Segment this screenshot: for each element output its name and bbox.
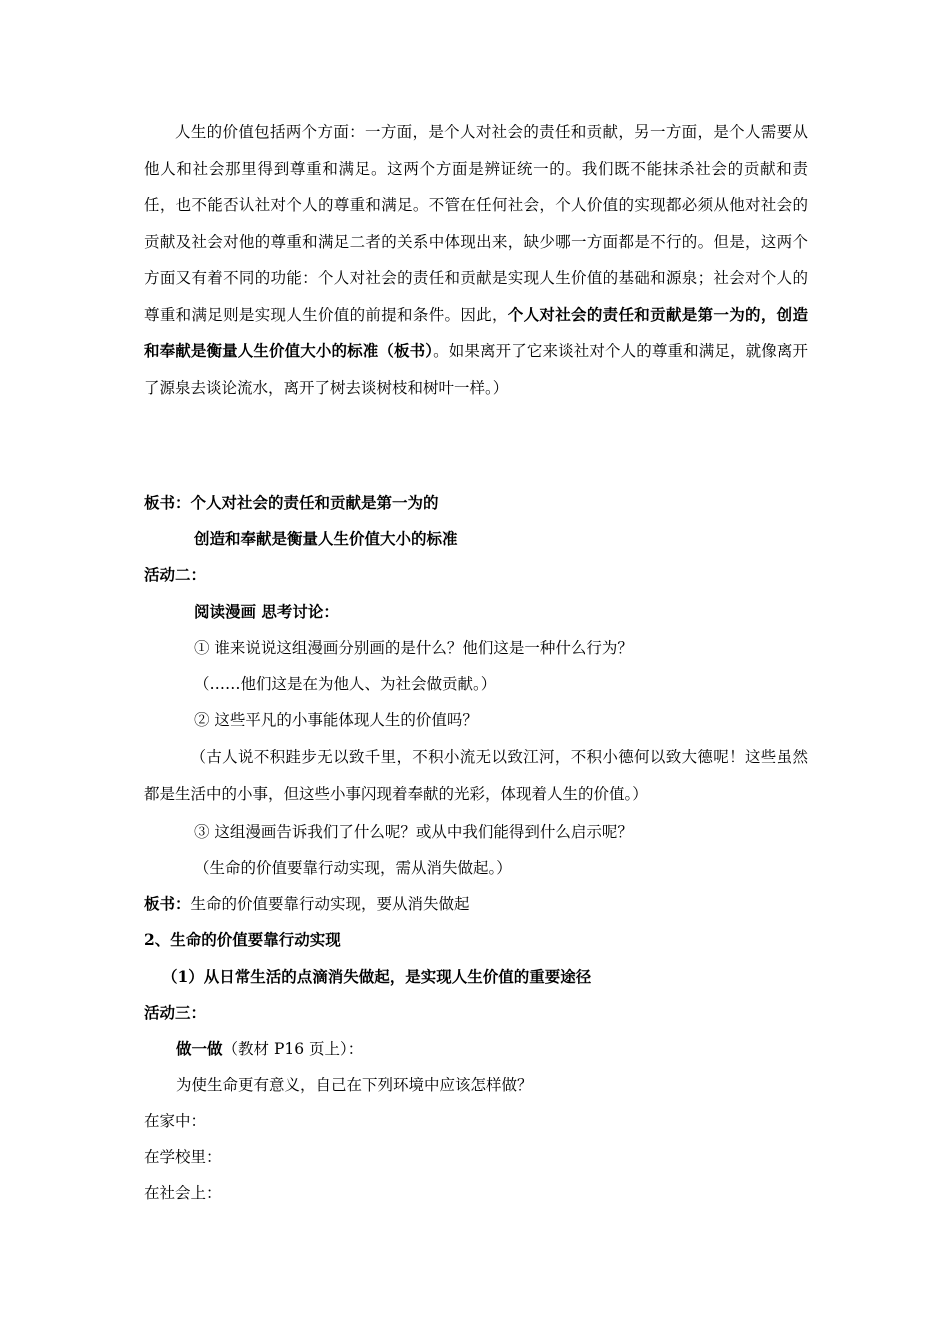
intro-paragraph — [144, 114, 808, 406]
board-label-2: 板书： — [144, 894, 191, 913]
activity-2-subtitle: 阅读漫画 思考讨论： — [194, 602, 339, 621]
board-line-1: 个人对社会的责任和贡献是第一为的 — [190, 493, 439, 512]
intro-text-1: 人生的价值包括两个方面：一方面，是个人对社会的责任和贡献，另一方面，是个人需要从他人和社会那里得到尊重和满足。这两个方面是辨证统一的。我们既不能抹杀社会的贡献和责任，也不能否认社对个人的尊重和满足。不管在任何社会，个人价值的实现都必须从他对社会的贡献及社会对他的尊重和满足二者的关系中体现出来，缺少哪一方面都是不行的。但是，这两个方面又有着不同的功能：个人对社会的责任和贡献是实现人生价值的基础和源泉；社会对个人的尊重和满足则是实现人生价值的前提和条件。因此， — [144, 123, 808, 324]
question-3: ③ 这组漫画告诉我们了什么呢？或从中我们能得到什么启示呢？ — [194, 823, 633, 841]
question-1: ① 谁来说说这组漫画分别画的是什么？他们这是一种什么行为？ — [194, 639, 633, 657]
board-label: 板书： — [144, 493, 191, 512]
section-2-subheading: （1）从日常生活的点滴消失做起，是实现人生价值的重要途径 — [162, 967, 592, 986]
do-it-label: 做一做 — [176, 1039, 223, 1058]
activity-3-prompt: 为使生命更有意义，自己在下列环境中应该怎样做？ — [176, 1076, 533, 1094]
board-2-text: 生命的价值要靠行动实现，要从消失做起 — [190, 895, 470, 913]
textbook-reference: （教材 P16 页上）： — [222, 1040, 364, 1058]
at-home-label: 在家中： — [144, 1112, 207, 1130]
in-society-label: 在社会上： — [144, 1184, 222, 1202]
intro-text-2: 。如果离开了它来谈社对个人的尊重和满足，就像离开了源泉去谈论流水，离开了树去谈树枝和树叶一样。） — [144, 342, 808, 397]
board-note-1 — [144, 492, 439, 514]
at-school-label: 在学校里： — [144, 1148, 222, 1166]
answer-2: （古人说不积跬步无以致千里，不积小流无以致江河，不积小德何以致大德呢！这些虽然都是生活中的小事，但这些小事闪现着奉献的光彩，体现着人生的价值。） — [144, 748, 808, 803]
board-note-2 — [144, 893, 470, 915]
section-2-heading: 2、生命的价值要靠行动实现 — [144, 930, 341, 949]
answer-1: （……他们这是在为他人、为社会做贡献。） — [194, 675, 497, 693]
question-2: ② 这些平凡的小事能体现人生的价值吗？ — [194, 711, 478, 729]
activity-3-title: 活动三： — [144, 1003, 207, 1022]
intro-bold-statement: 个人对社会的责任和贡献是第一为的，创造和奉献是衡量人生价值大小的标准（板书） — [144, 304, 808, 360]
do-it-line — [176, 1038, 363, 1060]
answer-3: （生命的价值要靠行动实现，需从消失做起。） — [194, 859, 512, 877]
board-line-2: 创造和奉献是衡量人生价值大小的标准 — [194, 529, 458, 548]
activity-2-title: 活动二： — [144, 565, 207, 584]
